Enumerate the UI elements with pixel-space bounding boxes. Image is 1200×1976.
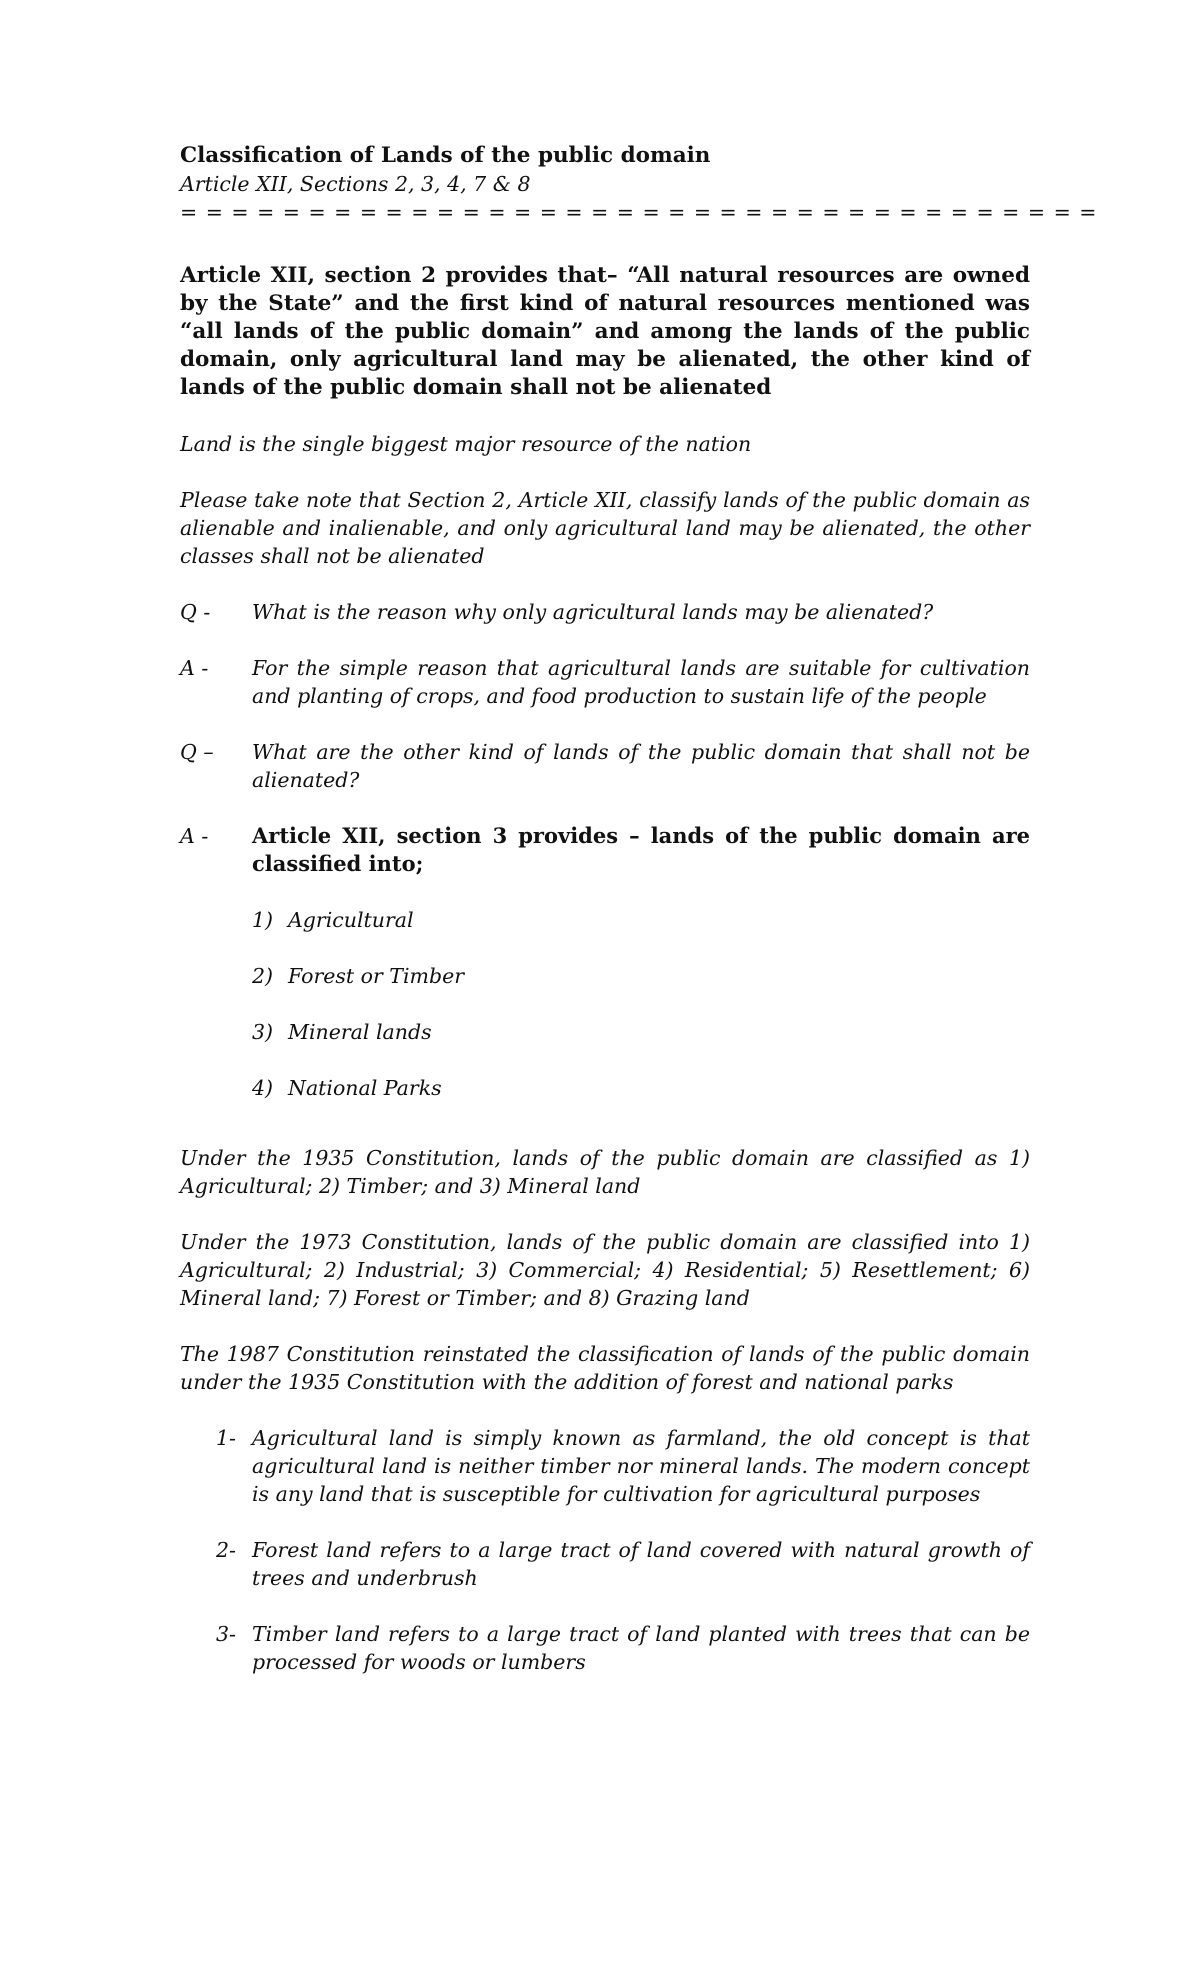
section-note: Please take note that Section 2, Article XII, classify lands of the public domain as alienable and inalienable, and only agricultural land may be alienated, the other classes shall not be alienated [180,488,1030,568]
list-text: Forest land refers to a large tract of land covered with natural growth of trees and underbrush [252,1538,1030,1590]
list-item [252,906,1030,934]
document-page [180,142,1098,1704]
list-text: Mineral lands [288,1020,432,1044]
qa-label: A - [180,656,209,680]
land-note: Land is the single biggest major resource of the nation [180,432,752,456]
list-number: 1- [216,1426,236,1450]
list-number: 3) [252,1020,274,1044]
constitution-1935-paragraph: Under the 1935 Constitution, lands of the public domain are classified as 1) Agricultural; 2) Timber; and 3) Mineral land [180,1146,1030,1198]
list-text: National Parks [288,1076,442,1100]
list-number: 3- [216,1622,236,1646]
list-number: 1) [252,908,274,932]
divider-line: = = = = = = = = = = = = = = = = = = = = = = = = = = = = = = = = = = = = [180,200,1098,224]
constitution-1987-paragraph: The 1987 Constitution reinstated the classification of lands of the public domain under the 1935 Constitution with the addition of forest and national parks [180,1342,1030,1394]
intro-paragraph: Article XII, section 2 provides that– “All natural resources are owned by the State” and the first kind of natural resources mentioned was “all lands of the public domain” and among the lands of the public domain, only agricultural land may be alienated, the other kind of lands of the public domain shall not be alienated [180,263,1030,400]
list-item [252,1074,1030,1102]
qa-item [180,738,1030,794]
list-text: Agricultural [288,908,414,932]
qa-item [180,822,1030,878]
qa-label: A - [180,824,209,848]
qa-text: What are the other kind of lands of the public domain that shall not be alienated? [252,740,1030,792]
qa-item [180,654,1030,710]
list-item [252,1018,1030,1046]
qa-text: For the simple reason that agricultural lands are suitable for cultivation and planting of crops, and food production to sustain life of the people [252,656,1030,708]
constitution-1973-paragraph: Under the 1973 Constitution, lands of the public domain are classified into 1) Agricultural; 2) Industrial; 3) Commercial; 4) Residential; 5) Resettlement; 6) Mineral land; 7) Forest or Timber; and 8) Grazing land [180,1230,1030,1310]
qa-label: Q – [180,740,214,764]
list-item [180,1424,1030,1508]
document-title: Classification of Lands of the public domain [180,143,711,168]
qa-text: What is the reason why only agricultural lands may be alienated? [252,600,934,624]
list-text: Timber land refers to a large tract of land planted with trees that can be processed for woods or lumbers [252,1622,1030,1674]
qa-item [180,598,1030,626]
document-subtitle: Article XII, Sections 2, 3, 4, 7 & 8 [180,172,531,196]
list-number: 2- [216,1538,236,1562]
classification-list [252,906,1030,1102]
list-item [180,1536,1030,1592]
list-text: Forest or Timber [288,964,465,988]
list-number: 2) [252,964,274,988]
list-item [252,962,1030,990]
list-text: Agricultural land is simply known as farmland, the old concept is that agricultural land is neither timber nor mineral lands. The modern concept is any land that is susceptible for cultivation for agricultural purposes [252,1426,1030,1506]
list-item [180,1620,1030,1676]
qa-label: Q - [180,600,211,624]
qa-text: Article XII, section 3 provides – lands of the public domain are classified into; [252,823,1030,876]
list-number: 4) [252,1076,274,1100]
definition-list [180,1424,1030,1676]
